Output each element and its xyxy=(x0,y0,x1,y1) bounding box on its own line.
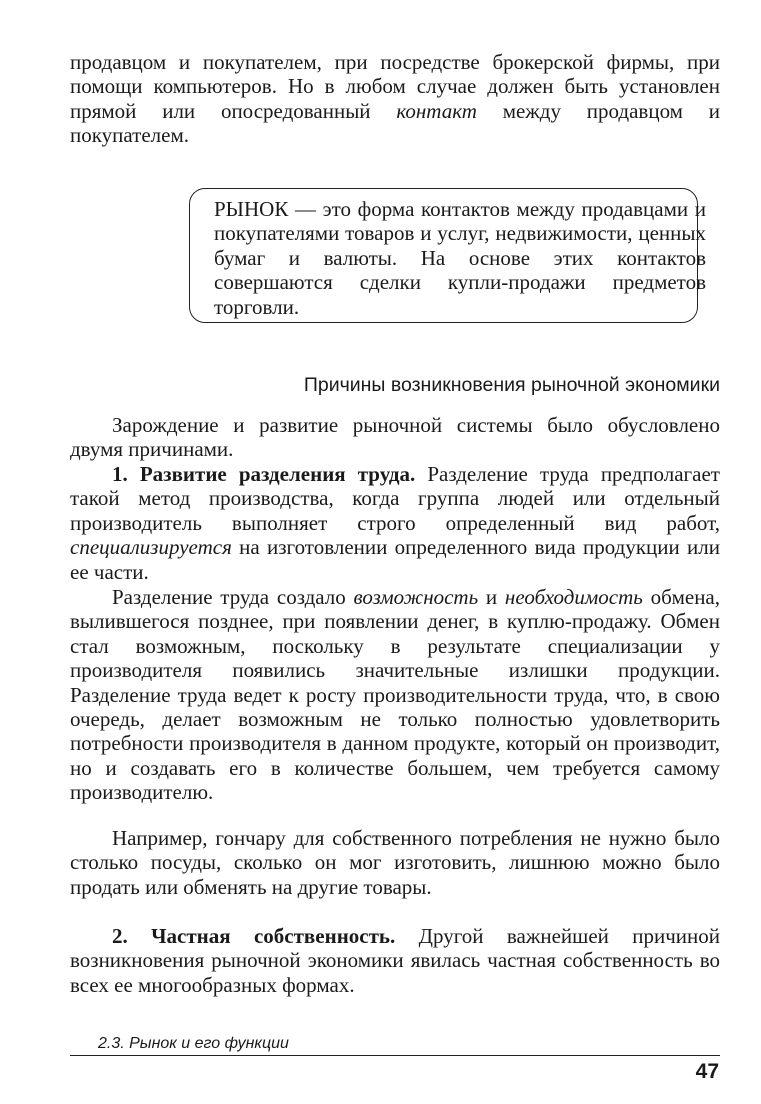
intro-paragraph xyxy=(70,50,720,148)
page-number: 47 xyxy=(695,1060,719,1083)
intro-text: продавцом и покупателем, при посредстве брокерской фирмы, при помощи компьютеров. Но в любом случае должен быть установлен прямой или опосредованный xyxy=(70,50,720,123)
reason-2-paragraph xyxy=(70,924,720,997)
reason-1-paragraph xyxy=(70,462,720,584)
reason-1-text: Разделение труда предполагает такой метод производства, когда группа людей или отдельный производитель выполняет строго определенный вид работ, xyxy=(70,462,720,535)
intro-italic-term: контакт xyxy=(396,98,477,123)
division-italic-term-1: возможность xyxy=(353,585,479,609)
reason-1-text-end: на изготовлении определенного вида продукции или ее части. xyxy=(70,535,720,584)
reason-1-italic-term: специализируется xyxy=(70,535,232,560)
division-italic-term-2: необходимость xyxy=(504,585,643,609)
reason-1-title: 1. Развитие разделения труда. xyxy=(112,462,416,486)
division-text-end: обмена, вылившегося позднее, при появлении денег, в куплю-продажу. Обмен стал возможным, поскольку в результате специализации у производителя появились значительные излишки продукции. Разделение труда ведет к росту производительности труда, что, в свою очередь, делает возможным не только полностью удовлетворить потребности производителя в данном продукте, который он производит, но и создавать его в количестве большем, чем требуется самому производителю. xyxy=(70,585,720,805)
reason-2-text: Другой важнейшей причиной возникновения рыночной экономики явилась частная собственность во всех ее многообразных формах. xyxy=(70,924,720,997)
example-paragraph: Например, гончару для собственного потребления не нужно было столько посуды, сколько он мог изготовить, лишнюю можно было продать или обменять на другие товары. xyxy=(70,826,720,899)
intro-reasons-paragraph: Зарождение и развитие рыночной системы было обусловлено двумя причинами. xyxy=(70,413,720,462)
division-paragraph xyxy=(70,585,720,805)
intro-text-end: между продавцом и покупателем. xyxy=(70,98,720,148)
division-text-and: и xyxy=(478,585,505,609)
definition-text: РЫНОК — это форма контактов между продавцами и покупателями товаров и услуг, недвижимости, ценных бумаг и валюты. На основе этих контактов совершаются сделки купли-продажи предметов торговли. xyxy=(214,197,706,319)
reason-2-title: 2. Частная собственность. xyxy=(112,924,396,948)
division-text: Разделение труда создало xyxy=(112,585,354,609)
footer-section-title: 2.3. Рынок и его функции xyxy=(98,1035,289,1052)
footer-divider xyxy=(70,1055,720,1056)
section-heading: Причины возникновения рыночной экономики xyxy=(303,374,720,396)
